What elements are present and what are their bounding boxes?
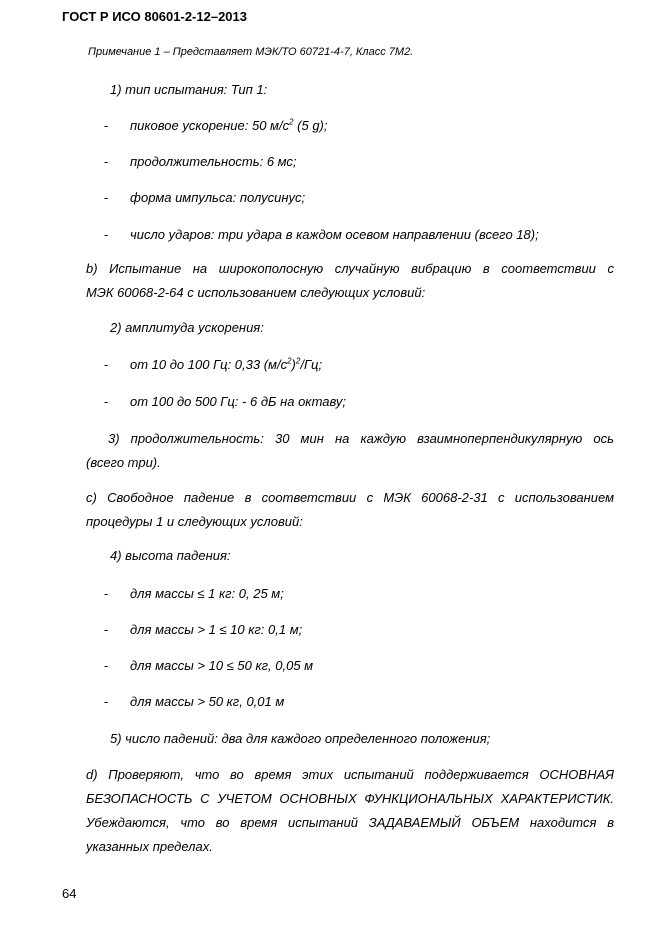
item-3-line-1: 3) продолжительность: 30 мин на каждую взаимноперпендикулярную ось	[108, 431, 614, 446]
bullet-10-100-hz-text: от 10 до 100 Гц: 0,33 (м/с	[130, 357, 288, 372]
bullet-peak-acceleration-text: пиковое ускорение: 50 м/с	[130, 118, 290, 133]
paragraph-b	[86, 257, 614, 305]
superscript: 2	[289, 117, 294, 127]
paragraph-d	[86, 763, 614, 859]
dash-bullet: -	[104, 694, 109, 709]
paragraph-c-line-2: процедуры 1 и следующих условий:	[86, 514, 303, 529]
paragraph-d-line-1: d) Проверяют, что во время этих испытаний поддерживается ОСНОВНАЯ	[86, 767, 614, 782]
dash-bullet: -	[104, 154, 109, 169]
item-4-drop-height: 4) высота падения:	[110, 548, 231, 563]
note-text: Примечание 1 – Представляет МЭК/ТО 60721-4-7, Класс 7М2.	[88, 46, 414, 58]
document-header: ГОСТ Р ИСО 80601-2-12–2013	[62, 9, 247, 24]
bullet-shock-count: число ударов: три удара в каждом осевом направлении (всего 18);	[130, 227, 539, 242]
item-5-drop-count: 5) число падений: два для каждого определенного положения;	[110, 731, 491, 746]
item-3-line-2: (всего три).	[86, 455, 161, 470]
paragraph-c	[86, 486, 614, 534]
paragraph-b-line-1: b) Испытание на широкополосную случайную вибрацию в соответствии с	[86, 261, 614, 276]
dash-bullet: -	[104, 394, 109, 409]
item-3-duration	[86, 427, 614, 475]
dash-bullet: -	[104, 658, 109, 673]
dash-bullet: -	[104, 622, 109, 637]
bullet-mass-50kg: для массы > 50 кг, 0,01 м	[130, 694, 285, 709]
bullet-mass-1kg: для массы ≤ 1 кг: 0, 25 м;	[130, 586, 284, 601]
paragraph-b-line-2: МЭК 60068-2-64 с использованием следующих условий:	[86, 285, 426, 300]
bullet-duration: продолжительность: 6 мс;	[130, 154, 297, 169]
dash-bullet: -	[104, 357, 109, 372]
bullet-100-500-hz: от 100 до 500 Гц: - 6 дБ на октаву;	[130, 394, 346, 409]
dash-bullet: -	[104, 118, 109, 133]
bullet-pulse-shape: форма импульса: полусинус;	[130, 190, 306, 205]
bullet-mass-1-10kg: для массы > 1 ≤ 10 кг: 0,1 м;	[130, 622, 303, 637]
paragraph-c-line-1: c) Свободное падение в соответствии с МЭК 60068-2-31 с использованием	[86, 490, 614, 505]
superscript: 2	[295, 356, 301, 366]
bullet-10-100-hz	[130, 357, 322, 372]
bullet-10-100-hz-paren: )	[291, 357, 296, 372]
paragraph-d-line-2: БЕЗОПАСНОСТЬ С УЧЕТОМ ОСНОВНЫХ ФУНКЦИОНАЛЬНЫХ ХАРАКТЕРИСТИК.	[86, 791, 614, 806]
bullet-mass-10-50kg: для массы > 10 ≤ 50 кг, 0,05 м	[130, 658, 314, 673]
bullet-peak-acceleration-tail: (5 g);	[293, 118, 328, 133]
bullet-10-100-hz-tail: /Гц;	[300, 357, 323, 372]
paragraph-d-line-3: Убеждаются, что во время испытаний ЗАДАВАЕМЫЙ ОБЪЕМ находится в	[86, 815, 614, 830]
item-2-acceleration-amplitude: 2) амплитуда ускорения:	[110, 320, 264, 335]
item-1-test-type: 1) тип испытания: Тип 1:	[110, 82, 268, 97]
dash-bullet: -	[104, 190, 109, 205]
bullet-peak-acceleration	[130, 118, 328, 133]
page-number: 64	[62, 886, 77, 901]
dash-bullet: -	[104, 227, 109, 242]
superscript: 2	[287, 356, 292, 366]
dash-bullet: -	[104, 586, 109, 601]
paragraph-d-line-4: указанных пределах.	[86, 839, 213, 854]
